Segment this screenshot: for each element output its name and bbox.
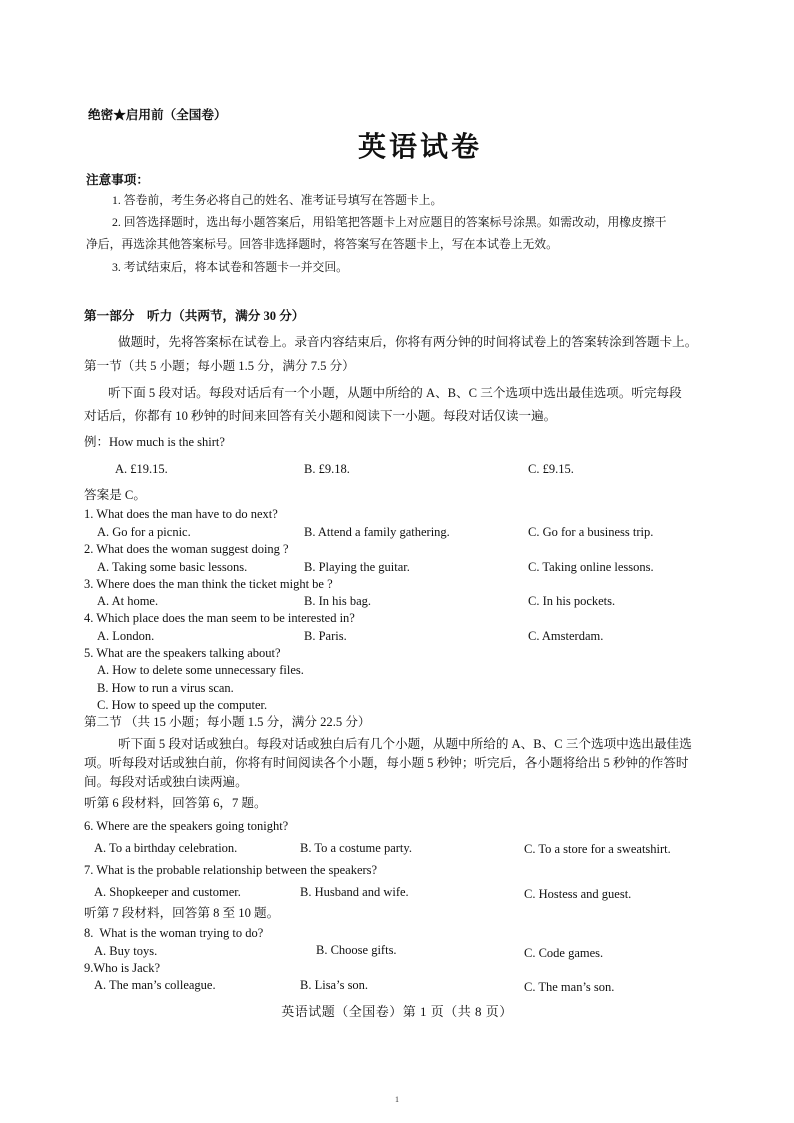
material-label: 听第 6 段材料，回答第 6，7 题。 — [84, 796, 267, 810]
question-1-option-a: A. Go for a picnic. — [97, 525, 191, 539]
section1-intro-line: 听下面 5 段对话。每段对话后有一个小题，从题中所给的 A、B、C 三个选项中选出最佳选项。听完每段 — [108, 386, 682, 400]
page-number: 1 — [395, 1095, 399, 1104]
question-3-option-c: C. In his pockets. — [528, 594, 616, 608]
question-3-option-b: B. In his bag. — [304, 594, 372, 608]
question-1-option-c: C. Go for a business trip. — [528, 525, 654, 539]
material-label: 听第 7 段材料，回答第 8 至 10 题。 — [84, 906, 280, 920]
question-6: 6. Where are the speakers going tonight? — [84, 819, 289, 833]
question-8-option-b: B. Choose gifts. — [316, 943, 397, 957]
question-9-option-a: A. The man’s colleague. — [94, 978, 216, 992]
question-8-option-c: C. Code games. — [524, 946, 604, 960]
question-5-option-b: B. How to run a virus scan. — [97, 681, 234, 695]
example-option-c: C. £9.15. — [528, 462, 574, 476]
question-2-option-a: A. Taking some basic lessons. — [97, 560, 248, 574]
question-4-option-b: B. Paris. — [304, 629, 347, 643]
section2-intro-line: 听下面 5 段对话或独白。每段对话或独白后有几个小题，从题中所给的 A、B、C 三个选项中选出最佳选 — [118, 737, 692, 751]
question-3: 3. Where does the man think the ticket might be ? — [84, 577, 333, 591]
section2-heading: 第二节 （共 15 小题；每小题 1.5 分，满分 22.5 分） — [84, 715, 371, 729]
question-1: 1. What does the man have to do next? — [84, 507, 278, 521]
question-4: 4. Which place does the man seem to be interested in? — [84, 611, 355, 625]
question-6-option-a: A. To a birthday celebration. — [94, 841, 238, 855]
question-5-option-a: A. How to delete some unnecessary files. — [97, 663, 304, 677]
question-7-option-c: C. Hostess and guest. — [524, 887, 632, 901]
question-4-option-a: A. London. — [97, 629, 155, 643]
question-2-option-c: C. Taking online lessons. — [528, 560, 654, 574]
page-title: 英语试卷 — [357, 132, 482, 163]
note-line: 2. 回答选择题时，选出每小题答案后，用铅笔把答题卡上对应题目的答案标号涂黑。如需改动，用橡皮擦干 — [112, 215, 667, 229]
question-5: 5. What are the speakers talking about? — [84, 646, 281, 660]
part1-intro: 做题时，先将答案标在试卷上。录音内容结束后，你将有两分钟的时间将试卷上的答案转涂到答题卡上。 — [118, 335, 698, 349]
example-question: 例：How much is the shirt? — [84, 435, 225, 449]
section1-intro-line: 对话后，你都有 10 秒钟的时间来回答有关小题和阅读下一小题。每段对话仅读一遍。 — [84, 409, 557, 423]
question-1-option-b: B. Attend a family gathering. — [304, 525, 450, 539]
question-9-option-b: B. Lisa’s son. — [300, 978, 369, 992]
question-8-option-a: A. Buy toys. — [94, 944, 158, 958]
part1-heading: 第一部分 听力（共两节，满分 30 分） — [84, 309, 305, 323]
question-9: 9.Who is Jack? — [84, 961, 161, 975]
question-8: 8. What is the woman trying to do? — [84, 926, 264, 940]
notes-heading: 注意事项： — [86, 173, 149, 187]
note-line: 1. 答卷前，考生务必将自己的姓名、准考证号填写在答题卡上。 — [112, 193, 443, 207]
question-2-option-b: B. Playing the guitar. — [304, 560, 410, 574]
question-9-option-c: C. The man’s son. — [524, 980, 615, 994]
example-answer: 答案是 C。 — [84, 488, 146, 502]
note-line: 净后，再选涂其他答案标号。回答非选择题时，将答案写在答题卡上，写在本试卷上无效。 — [86, 237, 558, 251]
question-4-option-c: C. Amsterdam. — [528, 629, 604, 643]
question-5-option-c: C. How to speed up the computer. — [97, 698, 268, 712]
page-footer-label: 英语试题（全国卷）第 1 页（共 8 页） — [281, 1004, 513, 1019]
confidential-label: 绝密★启用前（全国卷） — [88, 108, 227, 122]
question-7-option-a: A. Shopkeeper and customer. — [94, 885, 241, 899]
question-2: 2. What does the woman suggest doing ? — [84, 542, 289, 556]
section2-intro-line: 间。每段对话或独白读两遍。 — [84, 775, 248, 789]
question-7: 7. What is the probable relationship between the speakers? — [84, 863, 378, 877]
example-option-a: A. £19.15. — [115, 462, 168, 476]
question-6-option-c: C. To a store for a sweatshirt. — [524, 842, 671, 856]
question-6-option-b: B. To a costume party. — [300, 841, 412, 855]
question-3-option-a: A. At home. — [97, 594, 159, 608]
section1-heading: 第一节（共 5 小题；每小题 1.5 分，满分 7.5 分） — [84, 359, 355, 373]
section2-intro-line: 项。听每段对话或独白前，你将有时间阅读各个小题，每小题 5 秒钟；听完后，各小题将给出 5 秒钟的作答时 — [84, 756, 689, 770]
question-7-option-b: B. Husband and wife. — [300, 885, 409, 899]
note-line: 3. 考试结束后，将本试卷和答题卡一并交回。 — [112, 260, 348, 274]
example-option-b: B. £9.18. — [304, 462, 350, 476]
